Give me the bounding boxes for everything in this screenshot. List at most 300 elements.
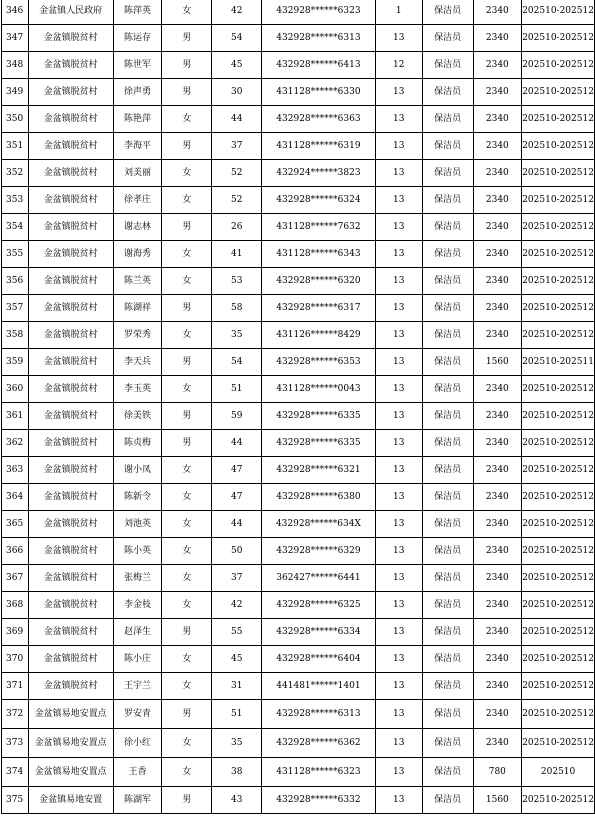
id-number-cell: 432928******6324 [262, 187, 375, 214]
unit-cell: 金盆镇脱贫村 [28, 646, 113, 673]
post-cell: 保洁员 [422, 403, 473, 430]
post-cell: 保洁员 [422, 0, 473, 25]
age-cell: 53 [212, 268, 262, 295]
months-cell: 13 [375, 457, 422, 484]
row-number-cell: 364 [2, 484, 29, 511]
table-row [2, 565, 595, 592]
name-cell: 王宇兰 [113, 673, 162, 700]
table-body [2, 0, 595, 814]
post-cell: 保洁员 [422, 106, 473, 133]
name-cell: 刘池英 [113, 511, 162, 538]
months-cell: 13 [375, 673, 422, 700]
amount-cell: 2340 [473, 160, 522, 187]
age-cell: 59 [212, 403, 262, 430]
post-cell: 保洁员 [422, 295, 473, 322]
table-row [2, 0, 595, 25]
post-cell: 保洁员 [422, 25, 473, 52]
age-cell: 54 [212, 349, 262, 376]
amount-cell: 2340 [473, 268, 522, 295]
months-cell: 13 [375, 187, 422, 214]
post-cell: 保洁员 [422, 457, 473, 484]
amount-cell: 2340 [473, 106, 522, 133]
period-cell: 202510-202512 [522, 241, 595, 268]
unit-cell: 金盆镇脱贫村 [28, 538, 113, 565]
amount-cell: 2340 [473, 79, 522, 106]
unit-cell: 金盆镇脱贫村 [28, 214, 113, 241]
post-cell: 保洁员 [422, 673, 473, 700]
id-number-cell: 432928******6313 [262, 25, 375, 52]
id-number-cell: 432928******6321 [262, 457, 375, 484]
amount-cell: 2340 [473, 214, 522, 241]
period-cell: 202510-202512 [522, 295, 595, 322]
table-row [2, 52, 595, 79]
name-cell: 李天兵 [113, 349, 162, 376]
period-cell: 202510-202512 [522, 673, 595, 700]
id-number-cell: 432928******6413 [262, 52, 375, 79]
id-number-cell: 432928******6353 [262, 349, 375, 376]
unit-cell: 金盆镇脱贫村 [28, 565, 113, 592]
amount-cell: 2340 [473, 565, 522, 592]
table-row [2, 538, 595, 565]
months-cell: 13 [375, 403, 422, 430]
gender-cell: 男 [162, 295, 212, 322]
period-cell: 202510-202512 [522, 592, 595, 619]
row-number-cell: 354 [2, 214, 29, 241]
id-number-cell: 432928******6362 [262, 729, 375, 758]
amount-cell: 2340 [473, 25, 522, 52]
months-cell: 13 [375, 322, 422, 349]
name-cell: 陈小英 [113, 538, 162, 565]
name-cell: 刘美丽 [113, 160, 162, 187]
id-number-cell: 432928******634X [262, 511, 375, 538]
amount-cell: 780 [473, 758, 522, 787]
unit-cell: 金盆镇易地安置 [28, 787, 113, 814]
unit-cell: 金盆镇脱贫村 [28, 592, 113, 619]
gender-cell: 男 [162, 403, 212, 430]
id-number-cell: 431128******0043 [262, 376, 375, 403]
unit-cell: 金盆镇脱贫村 [28, 187, 113, 214]
row-number-cell: 374 [2, 758, 29, 787]
row-number-cell: 366 [2, 538, 29, 565]
table-row [2, 787, 595, 814]
table-row [2, 484, 595, 511]
gender-cell: 男 [162, 133, 212, 160]
amount-cell: 2340 [473, 700, 522, 729]
name-cell: 李海平 [113, 133, 162, 160]
gender-cell: 女 [162, 187, 212, 214]
gender-cell: 女 [162, 511, 212, 538]
post-cell: 保洁员 [422, 160, 473, 187]
id-number-cell: 362427******6441 [262, 565, 375, 592]
unit-cell: 金盆镇脱贫村 [28, 160, 113, 187]
amount-cell: 2340 [473, 52, 522, 79]
gender-cell: 男 [162, 79, 212, 106]
table-row [2, 79, 595, 106]
unit-cell: 金盆镇脱贫村 [28, 52, 113, 79]
unit-cell: 金盆镇脱贫村 [28, 619, 113, 646]
row-number-cell: 365 [2, 511, 29, 538]
table-row [2, 758, 595, 787]
table-row [2, 511, 595, 538]
id-number-cell: 431128******6330 [262, 79, 375, 106]
id-number-cell: 432928******6329 [262, 538, 375, 565]
name-cell: 陈运存 [113, 25, 162, 52]
months-cell: 13 [375, 511, 422, 538]
months-cell: 13 [375, 268, 422, 295]
name-cell: 陈贞梅 [113, 430, 162, 457]
gender-cell: 男 [162, 700, 212, 729]
row-number-cell: 356 [2, 268, 29, 295]
months-cell: 13 [375, 758, 422, 787]
table-row [2, 187, 595, 214]
period-cell: 202510-202512 [522, 457, 595, 484]
gender-cell: 男 [162, 787, 212, 814]
gender-cell: 男 [162, 52, 212, 79]
name-cell: 徐声勇 [113, 79, 162, 106]
months-cell: 13 [375, 349, 422, 376]
table-row [2, 700, 595, 729]
row-number-cell: 353 [2, 187, 29, 214]
row-number-cell: 360 [2, 376, 29, 403]
amount-cell: 2340 [473, 484, 522, 511]
id-number-cell: 432928******6335 [262, 430, 375, 457]
unit-cell: 金盆镇脱贫村 [28, 79, 113, 106]
gender-cell: 男 [162, 214, 212, 241]
name-cell: 陈小庄 [113, 646, 162, 673]
age-cell: 35 [212, 322, 262, 349]
period-cell: 202510-202512 [522, 729, 595, 758]
gender-cell: 女 [162, 538, 212, 565]
post-cell: 保洁员 [422, 619, 473, 646]
id-number-cell: 432928******6323 [262, 0, 375, 25]
post-cell: 保洁员 [422, 729, 473, 758]
amount-cell: 2340 [473, 403, 522, 430]
name-cell: 谢海秀 [113, 241, 162, 268]
unit-cell: 金盆镇易地安置点 [28, 700, 113, 729]
id-number-cell: 431128******6343 [262, 241, 375, 268]
unit-cell: 金盆镇脱贫村 [28, 133, 113, 160]
row-number-cell: 373 [2, 729, 29, 758]
name-cell: 谢志林 [113, 214, 162, 241]
unit-cell: 金盆镇脱贫村 [28, 403, 113, 430]
id-number-cell: 431128******6323 [262, 758, 375, 787]
months-cell: 13 [375, 700, 422, 729]
name-cell: 徐美铁 [113, 403, 162, 430]
unit-cell: 金盆镇易地安置点 [28, 758, 113, 787]
period-cell: 202510-202511 [522, 349, 595, 376]
records-table [1, 0, 595, 814]
post-cell: 保洁员 [422, 787, 473, 814]
table-row [2, 457, 595, 484]
months-cell: 13 [375, 565, 422, 592]
age-cell: 45 [212, 646, 262, 673]
row-number-cell: 362 [2, 430, 29, 457]
months-cell: 13 [375, 538, 422, 565]
post-cell: 保洁员 [422, 241, 473, 268]
gender-cell: 女 [162, 160, 212, 187]
row-number-cell: 355 [2, 241, 29, 268]
row-number-cell: 363 [2, 457, 29, 484]
amount-cell: 2340 [473, 457, 522, 484]
table-row [2, 729, 595, 758]
name-cell: 陈新令 [113, 484, 162, 511]
post-cell: 保洁员 [422, 322, 473, 349]
amount-cell: 2340 [473, 376, 522, 403]
name-cell: 陈湖祥 [113, 295, 162, 322]
age-cell: 45 [212, 52, 262, 79]
id-number-cell: 432928******6313 [262, 700, 375, 729]
name-cell: 陈萍英 [113, 0, 162, 25]
period-cell: 202510-202512 [522, 187, 595, 214]
gender-cell: 女 [162, 241, 212, 268]
gender-cell: 女 [162, 729, 212, 758]
id-number-cell: 432928******6335 [262, 403, 375, 430]
gender-cell: 女 [162, 565, 212, 592]
period-cell: 202510-202512 [522, 268, 595, 295]
period-cell: 202510-202512 [522, 484, 595, 511]
gender-cell: 女 [162, 268, 212, 295]
post-cell: 保洁员 [422, 52, 473, 79]
age-cell: 31 [212, 673, 262, 700]
id-number-cell: 432928******6404 [262, 646, 375, 673]
period-cell: 202510-202512 [522, 322, 595, 349]
post-cell: 保洁员 [422, 430, 473, 457]
period-cell: 202510-202512 [522, 619, 595, 646]
id-number-cell: 432928******6320 [262, 268, 375, 295]
gender-cell: 女 [162, 457, 212, 484]
amount-cell: 2340 [473, 729, 522, 758]
row-number-cell: 375 [2, 787, 29, 814]
amount-cell: 2340 [473, 133, 522, 160]
gender-cell: 女 [162, 0, 212, 25]
months-cell: 13 [375, 646, 422, 673]
age-cell: 38 [212, 758, 262, 787]
period-cell: 202510-202512 [522, 133, 595, 160]
unit-cell: 金盆镇易地安置点 [28, 729, 113, 758]
months-cell: 13 [375, 787, 422, 814]
age-cell: 44 [212, 511, 262, 538]
age-cell: 58 [212, 295, 262, 322]
post-cell: 保洁员 [422, 214, 473, 241]
age-cell: 37 [212, 133, 262, 160]
age-cell: 26 [212, 214, 262, 241]
gender-cell: 女 [162, 376, 212, 403]
table-row [2, 673, 595, 700]
age-cell: 30 [212, 79, 262, 106]
amount-cell: 2340 [473, 322, 522, 349]
table-row [2, 268, 595, 295]
table-row [2, 160, 595, 187]
id-number-cell: 431126******8429 [262, 322, 375, 349]
gender-cell: 女 [162, 322, 212, 349]
age-cell: 51 [212, 700, 262, 729]
row-number-cell: 367 [2, 565, 29, 592]
table-row [2, 376, 595, 403]
name-cell: 张梅兰 [113, 565, 162, 592]
age-cell: 50 [212, 538, 262, 565]
months-cell: 12 [375, 52, 422, 79]
months-cell: 13 [375, 25, 422, 52]
table-row [2, 430, 595, 457]
table-row [2, 214, 595, 241]
period-cell: 202510 [522, 758, 595, 787]
unit-cell: 金盆镇人民政府 [28, 0, 113, 25]
age-cell: 52 [212, 160, 262, 187]
unit-cell: 金盆镇脱贫村 [28, 241, 113, 268]
age-cell: 42 [212, 592, 262, 619]
period-cell: 202510-202512 [522, 160, 595, 187]
months-cell: 13 [375, 214, 422, 241]
age-cell: 51 [212, 376, 262, 403]
row-number-cell: 361 [2, 403, 29, 430]
table-row [2, 403, 595, 430]
row-number-cell: 351 [2, 133, 29, 160]
unit-cell: 金盆镇脱贫村 [28, 376, 113, 403]
table-row [2, 322, 595, 349]
post-cell: 保洁员 [422, 133, 473, 160]
name-cell: 陈兰英 [113, 268, 162, 295]
period-cell: 202510-202512 [522, 376, 595, 403]
unit-cell: 金盆镇脱贫村 [28, 268, 113, 295]
amount-cell: 2340 [473, 646, 522, 673]
gender-cell: 女 [162, 484, 212, 511]
table-row [2, 25, 595, 52]
table-row [2, 592, 595, 619]
row-number-cell: 368 [2, 592, 29, 619]
unit-cell: 金盆镇脱贫村 [28, 511, 113, 538]
gender-cell: 男 [162, 25, 212, 52]
age-cell: 44 [212, 106, 262, 133]
id-number-cell: 432928******6325 [262, 592, 375, 619]
period-cell: 202510-202512 [522, 25, 595, 52]
period-cell: 202510-202512 [522, 403, 595, 430]
gender-cell: 男 [162, 430, 212, 457]
post-cell: 保洁员 [422, 700, 473, 729]
name-cell: 罗荣秀 [113, 322, 162, 349]
amount-cell: 1560 [473, 349, 522, 376]
post-cell: 保洁员 [422, 349, 473, 376]
table-row [2, 133, 595, 160]
row-number-cell: 357 [2, 295, 29, 322]
name-cell: 罗安青 [113, 700, 162, 729]
id-number-cell: 432924******3823 [262, 160, 375, 187]
table-row [2, 295, 595, 322]
period-cell: 202510-202512 [522, 0, 595, 25]
name-cell: 谢小凤 [113, 457, 162, 484]
amount-cell: 2340 [473, 241, 522, 268]
unit-cell: 金盆镇脱贫村 [28, 349, 113, 376]
table-row [2, 646, 595, 673]
amount-cell: 2340 [473, 187, 522, 214]
months-cell: 13 [375, 430, 422, 457]
gender-cell: 女 [162, 106, 212, 133]
months-cell: 13 [375, 241, 422, 268]
period-cell: 202510-202512 [522, 430, 595, 457]
age-cell: 55 [212, 619, 262, 646]
row-number-cell: 359 [2, 349, 29, 376]
amount-cell: 2340 [473, 430, 522, 457]
row-number-cell: 350 [2, 106, 29, 133]
row-number-cell: 369 [2, 619, 29, 646]
gender-cell: 男 [162, 349, 212, 376]
period-cell: 202510-202512 [522, 787, 595, 814]
id-number-cell: 431128******7632 [262, 214, 375, 241]
period-cell: 202510-202512 [522, 106, 595, 133]
amount-cell: 1560 [473, 787, 522, 814]
unit-cell: 金盆镇脱贫村 [28, 484, 113, 511]
unit-cell: 金盆镇脱贫村 [28, 25, 113, 52]
id-number-cell: 432928******6317 [262, 295, 375, 322]
gender-cell: 女 [162, 646, 212, 673]
age-cell: 35 [212, 729, 262, 758]
name-cell: 徐孝庄 [113, 187, 162, 214]
age-cell: 43 [212, 787, 262, 814]
id-number-cell: 441481******1401 [262, 673, 375, 700]
name-cell: 徐小红 [113, 729, 162, 758]
post-cell: 保洁员 [422, 646, 473, 673]
row-number-cell: 358 [2, 322, 29, 349]
age-cell: 42 [212, 0, 262, 25]
post-cell: 保洁员 [422, 538, 473, 565]
months-cell: 13 [375, 106, 422, 133]
amount-cell: 2340 [473, 619, 522, 646]
period-cell: 202510-202512 [522, 565, 595, 592]
table-row [2, 241, 595, 268]
period-cell: 202510-202512 [522, 511, 595, 538]
table-row [2, 349, 595, 376]
period-cell: 202510-202512 [522, 214, 595, 241]
period-cell: 202510-202512 [522, 646, 595, 673]
post-cell: 保洁员 [422, 376, 473, 403]
unit-cell: 金盆镇脱贫村 [28, 457, 113, 484]
period-cell: 202510-202512 [522, 52, 595, 79]
amount-cell: 2340 [473, 538, 522, 565]
id-number-cell: 431128******6319 [262, 133, 375, 160]
gender-cell: 男 [162, 619, 212, 646]
gender-cell: 女 [162, 758, 212, 787]
row-number-cell: 371 [2, 673, 29, 700]
id-number-cell: 432928******6380 [262, 484, 375, 511]
age-cell: 41 [212, 241, 262, 268]
name-cell: 王香 [113, 758, 162, 787]
months-cell: 13 [375, 619, 422, 646]
period-cell: 202510-202512 [522, 79, 595, 106]
id-number-cell: 432928******6363 [262, 106, 375, 133]
months-cell: 13 [375, 133, 422, 160]
unit-cell: 金盆镇脱贫村 [28, 295, 113, 322]
name-cell: 陈艳萍 [113, 106, 162, 133]
id-number-cell: 432928******6334 [262, 619, 375, 646]
table-row [2, 106, 595, 133]
months-cell: 13 [375, 160, 422, 187]
name-cell: 陈湖军 [113, 787, 162, 814]
row-number-cell: 348 [2, 52, 29, 79]
amount-cell: 2340 [473, 295, 522, 322]
age-cell: 52 [212, 187, 262, 214]
unit-cell: 金盆镇脱贫村 [28, 322, 113, 349]
amount-cell: 2340 [473, 673, 522, 700]
name-cell: 李玉英 [113, 376, 162, 403]
months-cell: 13 [375, 729, 422, 758]
period-cell: 202510-202512 [522, 700, 595, 729]
name-cell: 李金枝 [113, 592, 162, 619]
row-number-cell: 347 [2, 25, 29, 52]
id-number-cell: 432928******6332 [262, 787, 375, 814]
age-cell: 54 [212, 25, 262, 52]
post-cell: 保洁员 [422, 187, 473, 214]
post-cell: 保洁员 [422, 484, 473, 511]
row-number-cell: 370 [2, 646, 29, 673]
